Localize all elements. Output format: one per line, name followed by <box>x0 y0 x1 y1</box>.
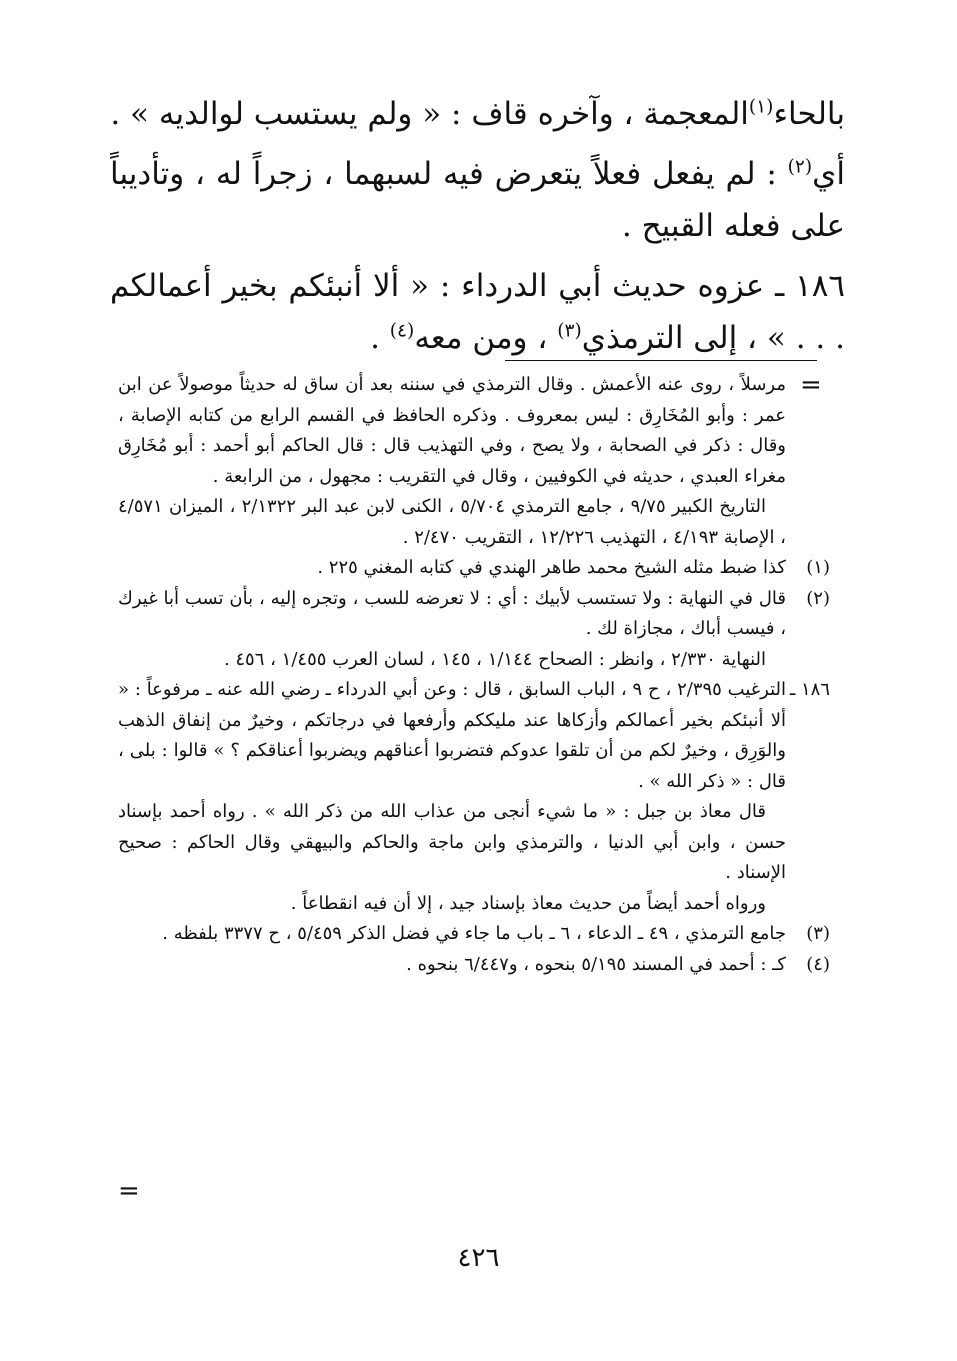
footnote-186-ahmad: ورواه أحمد أيضاً من حديث معاذ بإسناد جيد ، إلا أن فيه انقطاعاً . <box>290 892 766 914</box>
continuation-mark-bottom: = <box>118 1176 140 1206</box>
page-number: ٤٢٦ <box>457 1243 500 1273</box>
footnote-continued-references: التاريخ الكبير ٩/٧٥ ، جامع الترمذي ٥/٧٠٤ ، الكنى لابن عبد البر ٢/١٣٢٢ ، الميزان ٤/٥٧١ ، الإصابة ٤/١٩٣ ، التهذيب ١٢/٢٢٦ ، التقريب ٢/٤٧٠ . <box>118 496 786 548</box>
footnote-2-references: النهاية ٢/٣٣٠ ، وانظر : الصحاح ١/١٤٤ ، ١٤٥ ، لسان العرب ١/٤٥٥ ، ٤٥٦ . <box>223 648 766 670</box>
footnote-186 <box>118 675 830 919</box>
main-paragraph-3-text-b: ، ومن معه <box>414 320 548 356</box>
footnote-1-number: (١) <box>806 557 830 578</box>
footnote-186-number: ١٨٦ ـ <box>789 679 830 700</box>
footnote-186-text: الترغيب ٢/٣٩٥ ، ح ٩ ، الباب السابق ، قال : وعن أبي الدرداء ـ رضي الله عنه ـ مرفوعاً : « ألا أنبئكم بخير أعمالكم وأزكاها عند مليككم وأرفعها في درجاتكم ، وخيرٌ من إنفاق الذهب والوَرِق ، وخيرٌ لكم من أن تلقوا عدوكم فتضربوا أعناقهم ويضربوا أعناقكم ؟ » قالوا : بلى ، قال : « ذكر الله » . <box>118 679 787 792</box>
footnote-continued-text: مرسلاً ، روى عنه الأعمش . وقال الترمذي في سننه بعد أن ساق له حديثاً موصولاً عن ابن عمر : وأبو المُخَارِق : ليس بمعروف . وذكره الحافظ في القسم الرابع من كتابه الإصابة ، وقال : ذكر في الصحابة ، ولا يصح ، وفي التهذيب قال : قال الحاكم أبو أحمد : أبو مُخَارِق مغراء العبدي ، حديثه في الكوفيين ، وقال في التقريب : مجهول ، من الرابعة . <box>118 374 786 487</box>
footnote-ref-3: (٣) <box>557 320 582 342</box>
footnote-2-number: (٢) <box>806 587 830 609</box>
footnote-separator-line <box>505 360 817 361</box>
main-line-1 <box>110 88 845 140</box>
main-paragraph-3 <box>110 260 845 364</box>
footnote-2-text: قال في النهاية : ولا تستسب لأبيك : أي : لا تعرضه للسب ، وتجره إليه ، بأن تسب أبا غيرك ، فيسب أباك ، مجازاة لك . <box>118 587 786 639</box>
continuation-mark-top: = <box>800 370 822 400</box>
footnote-ref-4: (٤) <box>389 320 415 342</box>
main-paragraph-2-start: أي <box>812 156 846 192</box>
footnote-3-number: (٣) <box>806 923 830 944</box>
main-paragraph-3-text: ١٨٦ ـ عزوه حديث أبي الدرداء : « ألا أنبئكم بخير أعمالكم . . . » ، إلى الترمذي <box>110 268 845 356</box>
footnote-ref-1: (١) <box>748 96 774 118</box>
main-text <box>110 88 845 364</box>
footnote-2 <box>118 584 830 676</box>
footnote-1-text: كذا ضبط مثله الشيخ محمد طاهر الهندي في كتابه المغني ٢٢٥ . <box>317 557 786 578</box>
footnote-186-muadh: قال معاذ بن جبل : « ما شيء أنجى من عذاب الله من ذكر الله » . رواه أحمد بإسناد حسن ، وابن أبي الدنيا ، والترمذي وابن ماجة والحاكم والبيهقي وقال الحاكم : صحيح الإسناد . <box>118 801 786 883</box>
footnotes-section <box>118 370 830 980</box>
footnote-3-text: جامع الترمذي ، ٤٩ ـ الدعاء ، ٦ ـ باب ما جاء في فضل الذكر ٥/٤٥٩ ، ح ٣٣٧٧ بلفظه . <box>162 923 786 944</box>
footnote-3 <box>118 919 830 950</box>
main-line-1-rest: المعجمة ، وآخره قاف : « ولم يستسب لوالديه » . <box>110 96 749 132</box>
main-paragraph-2 <box>110 148 845 252</box>
footnote-ref-2: (٢) <box>787 156 813 178</box>
main-paragraph-3-end: . <box>370 320 380 356</box>
footnote-4-text: كـ : أحمد في المسند ٥/١٩٥ بنحوه ، و٦/٤٤٧ بنحوه . <box>406 953 786 975</box>
footnote-continued <box>118 370 830 553</box>
footnote-4-number: (٤) <box>806 953 830 975</box>
footnote-4 <box>118 950 830 981</box>
footnote-1 <box>118 553 830 584</box>
main-line-1-word: بالحاء <box>773 96 845 132</box>
main-paragraph-2-rest: : لم يفعل فعلاً يتعرض فيه لسبهما ، زجراً له ، وتأديباً على فعله القبيح . <box>110 156 845 244</box>
